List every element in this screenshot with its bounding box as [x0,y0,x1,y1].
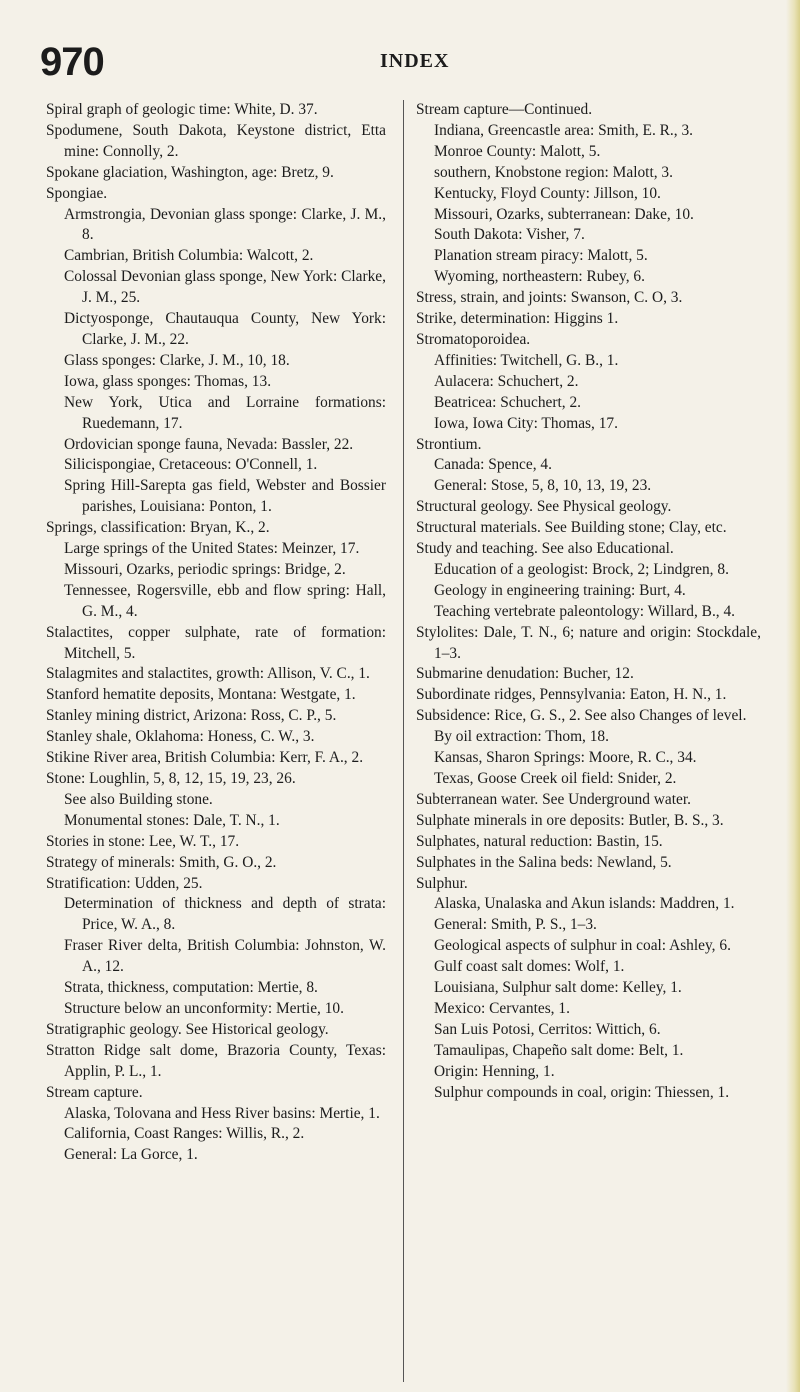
index-subentry: Gulf coast salt domes: Wolf, 1. [434,958,625,976]
column-divider [403,100,404,1382]
index-subentry: Wyoming, northeastern: Rubey, 6. [434,268,645,286]
index-entry: Spongiae. [46,184,108,202]
index-entry: Study and teaching. See also Educational. [416,540,674,558]
index-subentry: Sulphur compounds in coal, origin: Thiessen, 1. [434,1083,730,1101]
index-subentry: Ordovician sponge fauna, Nevada: Bassler, 22. [64,435,354,453]
index-entry: Strategy of minerals: Smith, G. O., 2. [46,853,277,871]
index-entry: Stalactites, copper sulphate, rate of formation: Mitchell, 5. [46,623,386,662]
index-subentry: By oil extraction: Thom, 18. [434,728,609,746]
index-subentry: southern, Knobstone region: Malott, 3. [434,163,673,181]
index-entry: Spodumene, South Dakota, Keystone district, Etta mine: Connolly, 2. [46,121,386,160]
index-entry: Stratton Ridge salt dome, Brazoria County, Texas: Applin, P. L., 1. [46,1041,386,1080]
index-subentry: Alaska, Tolovana and Hess River basins: Mertie, 1. [64,1104,380,1122]
index-entry: Stanford hematite deposits, Montana: Westgate, 1. [46,686,356,704]
index-subentry: General: Stose, 5, 8, 10, 13, 19, 23. [434,477,652,495]
index-subentry: Iowa, Iowa City: Thomas, 17. [434,414,618,432]
index-subentry: Aulacera: Schuchert, 2. [434,372,579,390]
index-subentry: Kansas, Sharon Springs: Moore, R. C., 34. [434,749,697,767]
index-subentry: Affinities: Twitchell, G. B., 1. [434,351,619,369]
page-header [40,40,760,90]
index-entry: Sulphur. [416,874,468,892]
index-subentry: California, Coast Ranges: Willis, R., 2. [64,1125,305,1143]
index-subentry: Spring Hill-Sarepta gas field, Webster and Bossier parishes, Louisiana: Ponton, 1. [64,477,386,516]
index-entry: Stream capture. [46,1083,143,1101]
index-entry: Spokane glaciation, Washington, age: Bretz, 9. [46,163,334,181]
index-entry: Stanley mining district, Arizona: Ross, C. P., 5. [46,707,337,725]
index-subentry: Indiana, Greencastle area: Smith, E. R., 3. [434,121,693,139]
page-number: 970 [40,40,104,84]
index-subentry: Tennessee, Rogersville, ebb and flow spring: Hall, G. M., 4. [64,581,386,620]
index-entry: Stanley shale, Oklahoma: Honess, C. W., 3. [46,728,315,746]
index-subentry: Texas, Goose Creek oil field: Snider, 2. [434,770,677,787]
index-entry: Stromatoporoidea. [416,330,531,348]
index-subentry: Colossal Devonian glass sponge, New York: Clarke, J. M., 25. [64,268,386,307]
index-entry: Structural materials. See Building stone; Clay, etc. [416,519,727,537]
index-subentry: General: La Gorce, 1. [64,1146,198,1164]
index-entry: Spiral graph of geologic time: White, D. 37. [46,101,318,118]
index-subentry: Teaching vertebrate paleontology: Willard, B., 4. [434,602,736,620]
running-title: INDEX [380,50,450,72]
index-subentry: Structure below an unconformity: Mertie, 10. [64,999,344,1017]
index-entry: Stress, strain, and joints: Swanson, C. O, 3. [416,289,683,307]
index-entry: Stone: Loughlin, 5, 8, 12, 15, 19, 23, 26. [46,770,296,787]
index-subentry: Determination of thickness and depth of strata: Price, W. A., 8. [64,895,386,934]
index-entry: Strike, determination: Higgins 1. [416,310,619,328]
index-subentry: Missouri, Ozarks, periodic springs: Bridge, 2. [64,560,346,578]
index-entry: Springs, classification: Bryan, K., 2. [46,519,270,537]
index-entry: Subsidence: Rice, G. S., 2. See also Changes of level. [416,707,747,725]
index-entry: Sulphate minerals in ore deposits: Butler, B. S., 3. [416,811,724,829]
index-entry: Strontium. [416,435,482,453]
index-subentry: Geological aspects of sulphur in coal: Ashley, 6. [434,937,731,955]
index-column-left [46,100,386,1166]
index-entry: Submarine denudation: Bucher, 12. [416,665,634,683]
index-subentry: Beatricea: Schuchert, 2. [434,393,582,411]
index-entry: Stalagmites and stalactites, growth: Allison, V. C., 1. [46,665,370,683]
index-subentry: Mexico: Cervantes, 1. [434,999,570,1017]
index-subentry: San Luis Potosi, Cerritos: Wittich, 6. [434,1020,661,1038]
index-subentry: Monroe County: Malott, 5. [434,142,601,160]
index-subentry: South Dakota: Visher, 7. [434,226,585,244]
index-entry: Stratigraphic geology. See Historical geology. [46,1020,329,1038]
index-subentry: Canada: Spence, 4. [434,456,552,474]
index-entry: Stylolites: Dale, T. N., 6; nature and origin: Stockdale, 1–3. [416,623,761,662]
index-subentry: Tamaulipas, Chapeño salt dome: Belt, 1. [434,1041,684,1059]
index-subentry: New York, Utica and Lorraine formations: Ruedemann, 17. [64,393,386,432]
index-entry: Stories in stone: Lee, W. T., 17. [46,832,240,850]
index-entry: Subordinate ridges, Pennsylvania: Eaton, H. N., 1. [416,686,727,704]
index-subentry: See also Building stone. [64,790,213,808]
index-subentry: Silicispongiae, Cretaceous: O'Connell, 1. [64,456,318,474]
index-subentry: Alaska, Unalaska and Akun islands: Maddren, 1. [434,895,735,913]
index-subentry: Planation stream piracy: Malott, 5. [434,247,648,265]
page-edge-shading [786,0,800,1392]
index-subentry: Geology in engineering training: Burt, 4. [434,581,686,599]
index-entry: Sulphates, natural reduction: Bastin, 15. [416,832,663,850]
index-subentry: General: Smith, P. S., 1–3. [434,916,597,934]
index-subentry: Strata, thickness, computation: Mertie, 8. [64,979,318,997]
index-entry: Stikine River area, British Columbia: Kerr, F. A., 2. [46,749,364,767]
index-subentry: Large springs of the United States: Meinzer, 17. [64,540,360,558]
index-subentry: Missouri, Ozarks, subterranean: Dake, 10. [434,205,694,223]
index-entry: Subterranean water. See Underground water. [416,790,691,808]
index-entry: Stratification: Udden, 25. [46,874,203,892]
index-subentry: Dictyosponge, Chautauqua County, New York: Clarke, J. M., 22. [64,310,386,348]
index-subentry: Monumental stones: Dale, T. N., 1. [64,811,280,829]
index-subentry: Glass sponges: Clarke, J. M., 10, 18. [64,351,290,369]
index-subentry: Armstrongia, Devonian glass sponge: Clarke, J. M., 8. [64,205,386,244]
index-entry: Sulphates in the Salina beds: Newland, 5. [416,853,672,871]
index-column-right [416,100,761,1104]
index-subentry: Kentucky, Floyd County: Jillson, 10. [434,184,661,202]
index-subentry: Cambrian, British Columbia: Walcott, 2. [64,247,314,265]
index-subentry: Iowa, glass sponges: Thomas, 13. [64,372,272,390]
index-subentry: Louisiana, Sulphur salt dome: Kelley, 1. [434,979,682,997]
index-entry: Stream capture—Continued. [416,101,593,118]
index-subentry: Fraser River delta, British Columbia: Johnston, W. A., 12. [64,937,386,976]
index-subentry: Origin: Henning, 1. [434,1062,555,1080]
index-entry: Structural geology. See Physical geology. [416,498,672,516]
index-subentry: Education of a geologist: Brock, 2; Lindgren, 8. [434,560,729,578]
